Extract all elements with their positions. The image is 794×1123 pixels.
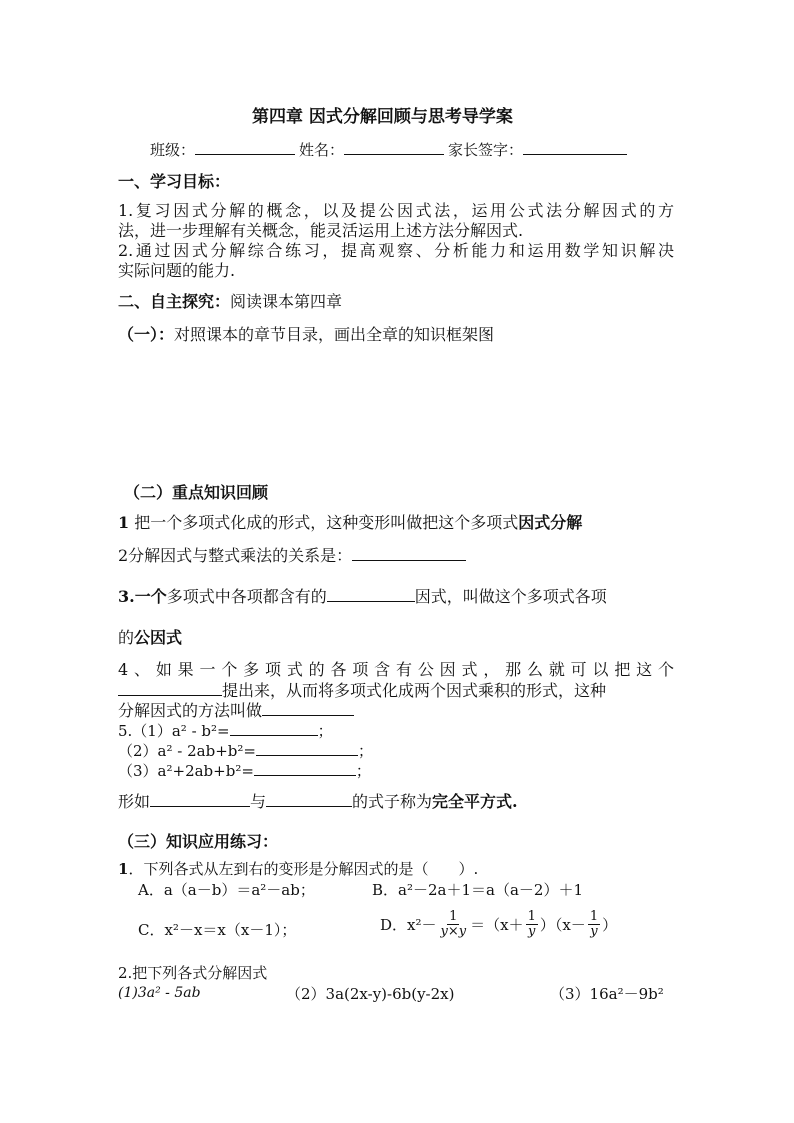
exercise-2: 2.把下列各式分解因式 — [118, 964, 268, 982]
q1-bold: 因式分解 — [518, 513, 583, 532]
part1-text: 对照课本的章节目录，画出全章的知识框架图 — [174, 325, 495, 344]
part1-label: （一）： — [118, 325, 175, 344]
part1-line — [118, 325, 494, 344]
exercise-2-a: (1)3a² - 5ab — [118, 985, 201, 1001]
question-4-line3 — [118, 700, 354, 720]
q5-2-semicolon: ； — [357, 742, 373, 760]
section2-title: 二、自主探究： — [118, 292, 231, 311]
q1-num: 1 — [118, 513, 130, 532]
frac2-num: 1 — [527, 909, 536, 924]
question-4-line1: 4、如果一个多项式的各项含有公因式，那么就可以把这个 — [118, 660, 674, 679]
q2-text: 2分解因式与整式乘法的关系是： — [118, 546, 353, 565]
question-1 — [118, 513, 582, 532]
ex1-text: ．下列各式从左到右的变形是分解因式的是（ ）. — [128, 860, 479, 878]
optD-eq: ＝（x＋ — [470, 915, 524, 934]
question-2 — [118, 545, 466, 565]
q4-blank2[interactable] — [262, 700, 354, 716]
goal2-line1: 2.通过因式分解综合练习，提高观察、分析能力和运用数学知识解决 — [118, 241, 674, 260]
goal2-line2: 实际问题的能力. — [118, 261, 236, 280]
perfect-square-line — [118, 791, 518, 811]
header-fields — [150, 139, 627, 159]
exercise-2-b: （2）3a(2x-y)-6b(y-2x) — [286, 985, 455, 1003]
section2-subtitle: 阅读课本第四章 — [230, 292, 343, 311]
goal1-line1: 1.复习因式分解的概念，以及提公因式法，运用公式法分解因式的方 — [118, 201, 674, 220]
option-d[interactable] — [380, 910, 617, 940]
q5-1-semicolon: ； — [317, 722, 333, 740]
name-blank[interactable] — [344, 139, 444, 155]
option-c[interactable]: C．x²－x＝x（x－1）； — [138, 921, 297, 939]
fraction-1-over-y-a — [526, 910, 538, 940]
q5-3-text: （3）a²+2ab+b²= — [118, 762, 254, 780]
fraction-1-over-yxy — [439, 910, 469, 940]
q5-3-semicolon: ； — [355, 762, 371, 780]
q5-1-blank[interactable] — [230, 720, 318, 736]
ex1-num: 1 — [118, 860, 129, 878]
shape-post: 的式子称为 — [352, 792, 433, 811]
part2-heading: （二）重点知识回顾 — [124, 483, 269, 502]
goal1-line2: 法，进一步理解有关概念，能灵活运用上述方法分解因式. — [118, 221, 524, 240]
frac1-num: 1 — [449, 909, 458, 924]
exercise-1 — [118, 860, 478, 878]
frac3-den: y — [590, 924, 598, 940]
question-5-2 — [118, 740, 373, 760]
q2-blank[interactable] — [352, 545, 466, 561]
q3-text1: 多项式中各项都含有的 — [166, 587, 327, 606]
class-label: 班级： — [150, 141, 196, 159]
exercise-2-c: （3）16a²－9b² — [550, 985, 664, 1003]
question-5-3 — [118, 760, 371, 780]
class-blank[interactable] — [195, 139, 295, 155]
q3-text2: 因式，叫做这个多项式各项 — [414, 587, 607, 606]
q5-3-blank[interactable] — [254, 760, 356, 776]
optD-mid: ）（x－ — [539, 915, 586, 934]
page-title: 第四章 因式分解回顾与思考导学案 — [252, 107, 513, 127]
q3-bold2: 公因式 — [134, 628, 183, 647]
option-a[interactable]: A．a（a－b）＝a²－ab； — [138, 881, 315, 899]
q5-2-text: （2）a² - 2ab+b²= — [118, 742, 256, 760]
q5-1-text: 5.（1）a² - b²= — [118, 722, 230, 740]
q5-2-blank[interactable] — [256, 740, 358, 756]
q4-l2-text: 提出来，从而将多项式化成两个因式乘积的形式，这种 — [222, 681, 607, 700]
optD-end: ） — [602, 915, 618, 934]
q3-num: 3. — [118, 587, 135, 606]
section2-heading — [118, 292, 342, 311]
shape-pre: 形如 — [118, 792, 151, 811]
question-3-cont — [118, 628, 182, 647]
frac2-den: y — [528, 924, 536, 940]
q4-blank1[interactable] — [118, 680, 222, 696]
question-3 — [118, 586, 607, 606]
section3-heading: （三）知识应用练习： — [118, 832, 279, 851]
parent-label: 家长签字： — [448, 141, 524, 159]
question-5-1 — [118, 720, 333, 740]
question-4-line2 — [118, 680, 606, 700]
q3-bold1: 一个 — [134, 587, 167, 606]
parent-blank[interactable] — [523, 139, 627, 155]
shape-blank1[interactable] — [150, 791, 250, 807]
q4-l3-text: 分解因式的方法叫做 — [118, 701, 263, 720]
shape-mid: 与 — [250, 792, 267, 811]
name-label: 姓名： — [299, 141, 345, 159]
frac1-den: y×y — [440, 924, 467, 940]
q3-text3: 的 — [118, 628, 135, 647]
optD-pre: D．x²－ — [380, 915, 437, 934]
shape-bold: 完全平方式. — [432, 792, 518, 811]
option-b[interactable]: B．a²－2a＋1＝a（a－2）＋1 — [372, 881, 583, 899]
section1-heading: 一、学习目标： — [118, 172, 231, 191]
q3-blank[interactable] — [327, 586, 415, 602]
shape-blank2[interactable] — [266, 791, 352, 807]
fraction-1-over-y-b — [588, 910, 600, 940]
q1-text: 把一个多项式化成的形式，这种变形叫做把这个多项式 — [134, 513, 519, 532]
frac3-num: 1 — [589, 909, 599, 924]
